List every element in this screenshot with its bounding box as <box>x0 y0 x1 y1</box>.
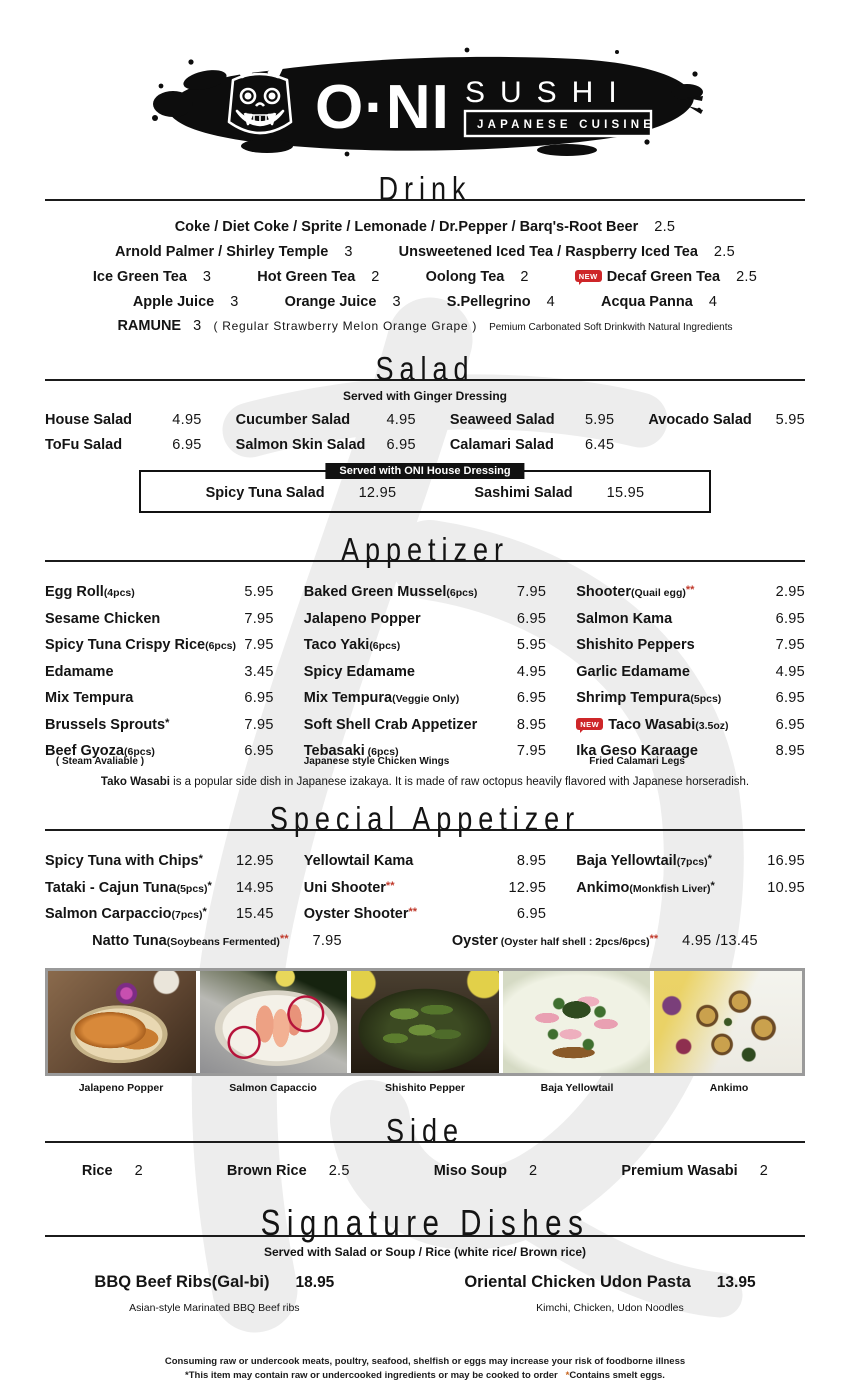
item-name: Spicy Tuna Crispy Rice(6pcs) <box>45 637 237 653</box>
item-description: Kimchi, Chicken, Udon Noodles <box>536 1302 684 1314</box>
item-price: 6.95 <box>244 690 274 706</box>
menu-item <box>304 905 546 923</box>
item-name: Shishito Peppers <box>576 637 695 653</box>
menu-item <box>206 484 397 502</box>
item-price: 4.95 <box>172 412 202 428</box>
item-name: ToFu Salad <box>45 437 123 453</box>
item-name: RAMUNE <box>117 318 182 334</box>
side-items <box>45 1162 805 1180</box>
item-price: 7.95 <box>244 716 274 733</box>
menu-column <box>304 852 546 923</box>
menu-column <box>45 852 274 923</box>
item-name: Shrimp Tempura(5pcs) <box>576 690 722 706</box>
item-price: 2 <box>529 1163 538 1179</box>
item-name: Egg Roll(4pcs) <box>45 584 135 600</box>
photo-caption: Jalapeno Popper <box>78 1082 164 1094</box>
section-special-appetizer <box>45 798 805 950</box>
footer-line1: Consuming raw or undercook meats, poultry, seafood, shelfish or eggs may increase your risk of foodborne illness <box>164 1355 686 1367</box>
item-price: 7.95 <box>244 637 274 653</box>
new-badge: NEW <box>576 718 603 730</box>
menu-item <box>304 716 546 734</box>
item-name: Apple Juice <box>132 294 215 310</box>
item-name: Uni Shooter** <box>303 879 395 896</box>
item-name: Cucumber Salad <box>235 412 351 428</box>
item-price: 14.95 <box>236 879 274 896</box>
menu-item <box>82 1162 143 1180</box>
menu-item <box>304 663 546 681</box>
menu-item <box>236 411 416 429</box>
photo-caption: Shishito Pepper <box>385 1082 465 1094</box>
item-name: Taco Yaki(6pcs) <box>303 637 401 653</box>
section-head-appetizer <box>45 529 805 567</box>
drink-row <box>45 268 805 286</box>
menu-item <box>576 879 805 897</box>
item-name: Hot Green Tea <box>257 269 356 285</box>
menu-item <box>133 293 239 311</box>
drink-items <box>45 218 805 311</box>
item-price: 6.95 <box>386 437 416 453</box>
item-name: S.Pellegrino <box>446 294 531 310</box>
special-appetizer-items <box>45 852 805 923</box>
menu-item <box>304 852 546 870</box>
section-appetizer <box>45 529 805 788</box>
item-price: 3 <box>344 244 353 260</box>
menu-item <box>45 583 274 601</box>
item-price: 3 <box>193 318 202 334</box>
menu-item <box>45 663 274 681</box>
menu-item <box>576 716 805 734</box>
section-head-salad <box>45 348 805 386</box>
menu-item <box>227 1162 350 1180</box>
menu-item <box>304 636 546 654</box>
item-name: Arnold Palmer / Shirley Temple <box>115 244 329 260</box>
drink-row <box>45 218 805 236</box>
item-name: Rice <box>81 1163 113 1179</box>
section-head-special <box>45 798 805 836</box>
item-price: 2.95 <box>775 584 805 600</box>
house-dressing-label: Served with ONI House Dressing <box>325 463 524 479</box>
item-note: ( Steam Avaliable ) <box>55 756 145 767</box>
menu-item <box>45 852 274 870</box>
menu-item <box>304 583 546 601</box>
item-name: NEW Taco Wasabi(3.5oz) <box>576 716 728 734</box>
section-title-drink: Drink <box>378 170 472 207</box>
footer-line2 <box>0 1369 850 1384</box>
menu-item <box>576 636 805 654</box>
tako-note-text: is a popular side dish in Japanese izakaya. It is made of raw octopus heavily flavored with Japanese horseradish. <box>169 776 750 788</box>
menu-item <box>92 932 342 950</box>
section-salad <box>45 348 805 513</box>
item-name: Ankimo(Monkfish Liver)* <box>576 879 715 896</box>
item-name: Spicy Tuna with Chips* <box>45 853 203 869</box>
item-price: 12.95 <box>508 879 547 896</box>
item-price: 5.95 <box>584 412 615 428</box>
footer-line2-text: *This item may contain raw or undercooked ingredients or may be cooked to order <box>185 1370 558 1382</box>
menu-item <box>601 293 717 311</box>
section-head-drink <box>45 168 805 206</box>
item-price: 7.95 <box>516 584 547 600</box>
item-price: 3 <box>230 294 239 310</box>
item-name: Salmon Carpaccio(7pcs)* <box>45 906 207 922</box>
signature-items <box>45 1273 805 1314</box>
item-name: Beef Gyoza(6pcs) ( Steam Avaliable ) <box>45 743 155 767</box>
menu-item <box>621 1162 768 1180</box>
menu-item <box>257 268 379 286</box>
item-price: 2 <box>371 269 380 285</box>
drink-row <box>45 293 805 311</box>
item-price: 12.95 <box>236 853 274 869</box>
food-photo <box>503 971 651 1073</box>
menu-item <box>576 610 805 628</box>
item-name: Seaweed Salad <box>449 412 555 428</box>
item-price: 7.95 <box>516 743 547 759</box>
special-extra-items <box>45 932 805 950</box>
item-price: 6.95 <box>516 690 547 706</box>
item-price: 6.95 <box>775 610 805 627</box>
section-head-side <box>45 1110 805 1148</box>
item-name: Oyster Shooter** <box>303 906 418 922</box>
photo-caption: Baja Yellowtail <box>540 1082 614 1094</box>
menu-item <box>175 218 676 236</box>
item-price: 6.95 <box>516 610 547 627</box>
photo-caption: Salmon Capaccio <box>229 1082 317 1094</box>
item-name: Oriental Chicken Udon Pasta <box>464 1273 691 1291</box>
item-price: 6.95 <box>172 437 202 453</box>
item-price: 18.95 <box>295 1274 335 1291</box>
item-name: Oyster (Oyster half shell : 2pcs/6pcs)** <box>451 933 659 949</box>
item-price: 4 <box>708 294 718 310</box>
drink-row <box>45 243 805 261</box>
item-name: Acqua Panna <box>600 294 693 310</box>
item-name: Sashimi Salad <box>474 485 573 501</box>
house-dressing-items <box>171 484 679 502</box>
menu-item <box>399 243 735 261</box>
item-name: Garlic Edamame <box>576 663 690 680</box>
menu-item <box>452 932 758 950</box>
section-title-side: Side <box>386 1112 464 1149</box>
item-name: Soft Shell Crab Appetizer <box>303 716 478 733</box>
ramune-note: Pemium Carbonated Soft Drinkwith Natural Ingredients <box>489 322 733 333</box>
item-price: 5.95 <box>516 637 547 653</box>
item-name: Brown Rice <box>226 1163 307 1179</box>
item-name: NEW Decaf Green Tea <box>575 268 720 286</box>
menu-item <box>45 436 202 454</box>
item-name: Sesame Chicken <box>45 610 161 627</box>
item-price: 6.95 <box>775 716 805 733</box>
item-name: Unsweetened Iced Tea / Raspberry Iced Tea <box>398 244 698 260</box>
item-price: 15.45 <box>236 906 274 922</box>
item-price: 7.95 <box>244 610 274 627</box>
menu-item <box>236 436 416 454</box>
food-photo <box>48 971 196 1073</box>
menu-item <box>575 268 757 286</box>
tako-wasabi-note <box>45 776 805 788</box>
item-price: 6.95 <box>775 690 805 706</box>
tako-note-bold: Tako Wasabi <box>100 776 170 788</box>
item-name: Tebasaki (6pcs) Japanese style Chicken Wings <box>303 743 450 767</box>
item-price: 4.95 /13.45 <box>682 933 758 949</box>
food-photo <box>351 971 499 1073</box>
item-price: 15.95 <box>606 485 645 501</box>
ramune-item <box>45 318 805 334</box>
menu-item <box>576 742 805 767</box>
signature-item <box>464 1273 755 1314</box>
item-name: Orange Juice <box>284 294 377 310</box>
item-price: 8.95 <box>516 716 547 733</box>
brand-text: O·NI <box>315 73 450 142</box>
item-price: 10.95 <box>767 879 805 896</box>
footer-disclaimer <box>0 1355 850 1384</box>
item-price: 4.95 <box>516 663 547 680</box>
menu-item <box>648 411 805 429</box>
photo-caption: Ankimo <box>709 1082 749 1094</box>
signature-subtitle: Served with Salad or Soup / Rice (white rice/ Brown rice) <box>263 1245 587 1259</box>
menu-column <box>304 583 546 767</box>
item-price: 8.95 <box>516 853 547 869</box>
item-price: 6.95 <box>244 743 274 759</box>
item-name: Ika Geso Karaage Fried Calamari Legs <box>576 743 698 767</box>
menu-item <box>45 411 202 429</box>
menu-item <box>304 689 546 707</box>
menu-item <box>45 879 274 897</box>
item-name: BBQ Beef Ribs(Gal-bi) <box>94 1273 270 1291</box>
new-badge: NEW <box>575 270 602 282</box>
signature-item <box>94 1273 334 1314</box>
item-price: 5.95 <box>244 584 274 600</box>
menu-item <box>447 293 555 311</box>
menu-item <box>285 293 401 311</box>
menu-item <box>576 689 805 707</box>
item-name: Salmon Skin Salad <box>235 437 366 453</box>
food-photo-strip <box>45 968 805 1076</box>
item-price: 3.45 <box>244 663 274 680</box>
menu-column <box>45 583 274 767</box>
menu-item <box>474 484 644 502</box>
item-price: 4 <box>546 294 555 310</box>
appetizer-items <box>45 583 805 767</box>
item-name: Tataki - Cajun Tuna(5pcs)* <box>45 879 212 896</box>
item-name: Avocado Salad <box>648 412 752 428</box>
item-name: Mix Tempura <box>45 690 134 706</box>
item-name: Coke / Diet Coke / Sprite / Lemonade / Dr.Pepper / Barq's-Root Beer <box>174 219 639 235</box>
item-price: 2.5 <box>654 219 676 235</box>
tagline-text: JAPANESE CUISINE <box>477 119 656 131</box>
footer-line2-tail: Contains smelt eggs. <box>569 1370 665 1382</box>
menu-item <box>304 879 546 897</box>
item-price: 6.95 <box>516 906 547 922</box>
smelt-egg-asterisk: * <box>565 1370 570 1382</box>
item-price: 3 <box>392 294 401 310</box>
ramune-flavors: ( Regular Strawberry Melon Orange Grape ) <box>213 319 478 333</box>
food-photo <box>200 971 348 1073</box>
item-price: 5.95 <box>775 412 805 428</box>
item-price: 7.95 <box>775 637 805 653</box>
item-name: Mix Tempura(Veggie Only) <box>303 690 460 706</box>
item-note: Japanese style Chicken Wings <box>303 756 450 767</box>
house-dressing-box <box>139 465 711 513</box>
menu-item <box>426 268 529 286</box>
menu-item <box>576 852 805 870</box>
menu-item <box>45 689 274 707</box>
menu-item <box>576 583 805 601</box>
menu-item <box>450 411 615 429</box>
item-name: Salmon Kama <box>576 610 673 627</box>
item-price: 6.45 <box>584 437 615 453</box>
item-name: Edamame <box>45 663 114 680</box>
section-title-appetizer: Appetizer <box>341 531 509 568</box>
item-name: Jalapeno Popper <box>303 610 421 627</box>
section-title-signature: Signature Dishes <box>260 1202 590 1243</box>
menu-item <box>115 243 353 261</box>
item-price: 8.95 <box>775 743 805 759</box>
item-name: Spicy Tuna Salad <box>205 485 325 501</box>
food-photo <box>654 971 802 1073</box>
item-price: 13.95 <box>716 1274 756 1291</box>
menu-column <box>576 583 805 767</box>
item-price: 2.5 <box>736 269 758 285</box>
menu-column <box>576 852 805 923</box>
item-name: Yellowtail Kama <box>303 853 414 869</box>
menu-item <box>434 1162 538 1180</box>
menu-item <box>45 716 274 734</box>
item-price: 2 <box>759 1163 769 1179</box>
section-signature <box>45 1200 805 1314</box>
item-description: Asian-style Marinated BBQ Beef ribs <box>129 1302 300 1314</box>
item-price: 2.5 <box>328 1163 350 1179</box>
item-note: Fried Calamari Legs <box>589 756 685 767</box>
item-name: Calamari Salad <box>449 437 554 453</box>
section-title-special: Special Appetizer <box>269 800 581 837</box>
menu-item <box>45 636 274 654</box>
brand-sub-text: SUSHI <box>465 76 632 109</box>
section-head-signature <box>45 1200 805 1242</box>
item-name: Baja Yellowtail(7pcs)* <box>576 853 712 869</box>
menu-item <box>576 663 805 681</box>
item-name: Premium Wasabi <box>621 1163 738 1179</box>
menu-item <box>93 268 211 286</box>
food-photo-captions <box>45 1082 805 1094</box>
item-price: 2 <box>520 269 529 285</box>
item-price: 12.95 <box>358 485 397 501</box>
section-drink <box>45 168 805 334</box>
salad-subtitle: Served with Ginger Dressing <box>342 389 508 403</box>
item-price: 4.95 <box>775 663 805 680</box>
item-name: Miso Soup <box>433 1163 508 1179</box>
section-title-salad: Salad <box>375 350 475 387</box>
menu-item <box>45 742 274 767</box>
menu-item <box>45 905 274 923</box>
item-name: Shooter(Quail egg)** <box>576 584 695 600</box>
salad-items <box>45 411 805 454</box>
menu-item <box>450 436 615 454</box>
item-name: Baked Green Mussel(6pcs) <box>303 584 478 600</box>
item-price: 2 <box>134 1163 143 1179</box>
item-name: Natto Tuna(Soybeans Fermented)** <box>92 933 289 949</box>
item-price: 4.95 <box>386 412 416 428</box>
item-name: Ice Green Tea <box>92 269 187 285</box>
item-price: 7.95 <box>312 933 342 949</box>
restaurant-logo <box>147 46 703 160</box>
section-side <box>45 1110 805 1180</box>
item-price: 16.95 <box>767 853 805 869</box>
menu-item <box>304 610 546 628</box>
menu-item <box>304 742 546 767</box>
item-price: 2.5 <box>713 244 735 260</box>
item-name: Spicy Edamame <box>303 663 415 680</box>
item-name: House Salad <box>45 412 133 428</box>
item-price: 3 <box>202 269 212 285</box>
menu-item <box>45 610 274 628</box>
menu-content <box>0 46 850 1314</box>
item-name: Oolong Tea <box>425 269 505 285</box>
item-name: Brussels Sprouts* <box>45 716 170 733</box>
